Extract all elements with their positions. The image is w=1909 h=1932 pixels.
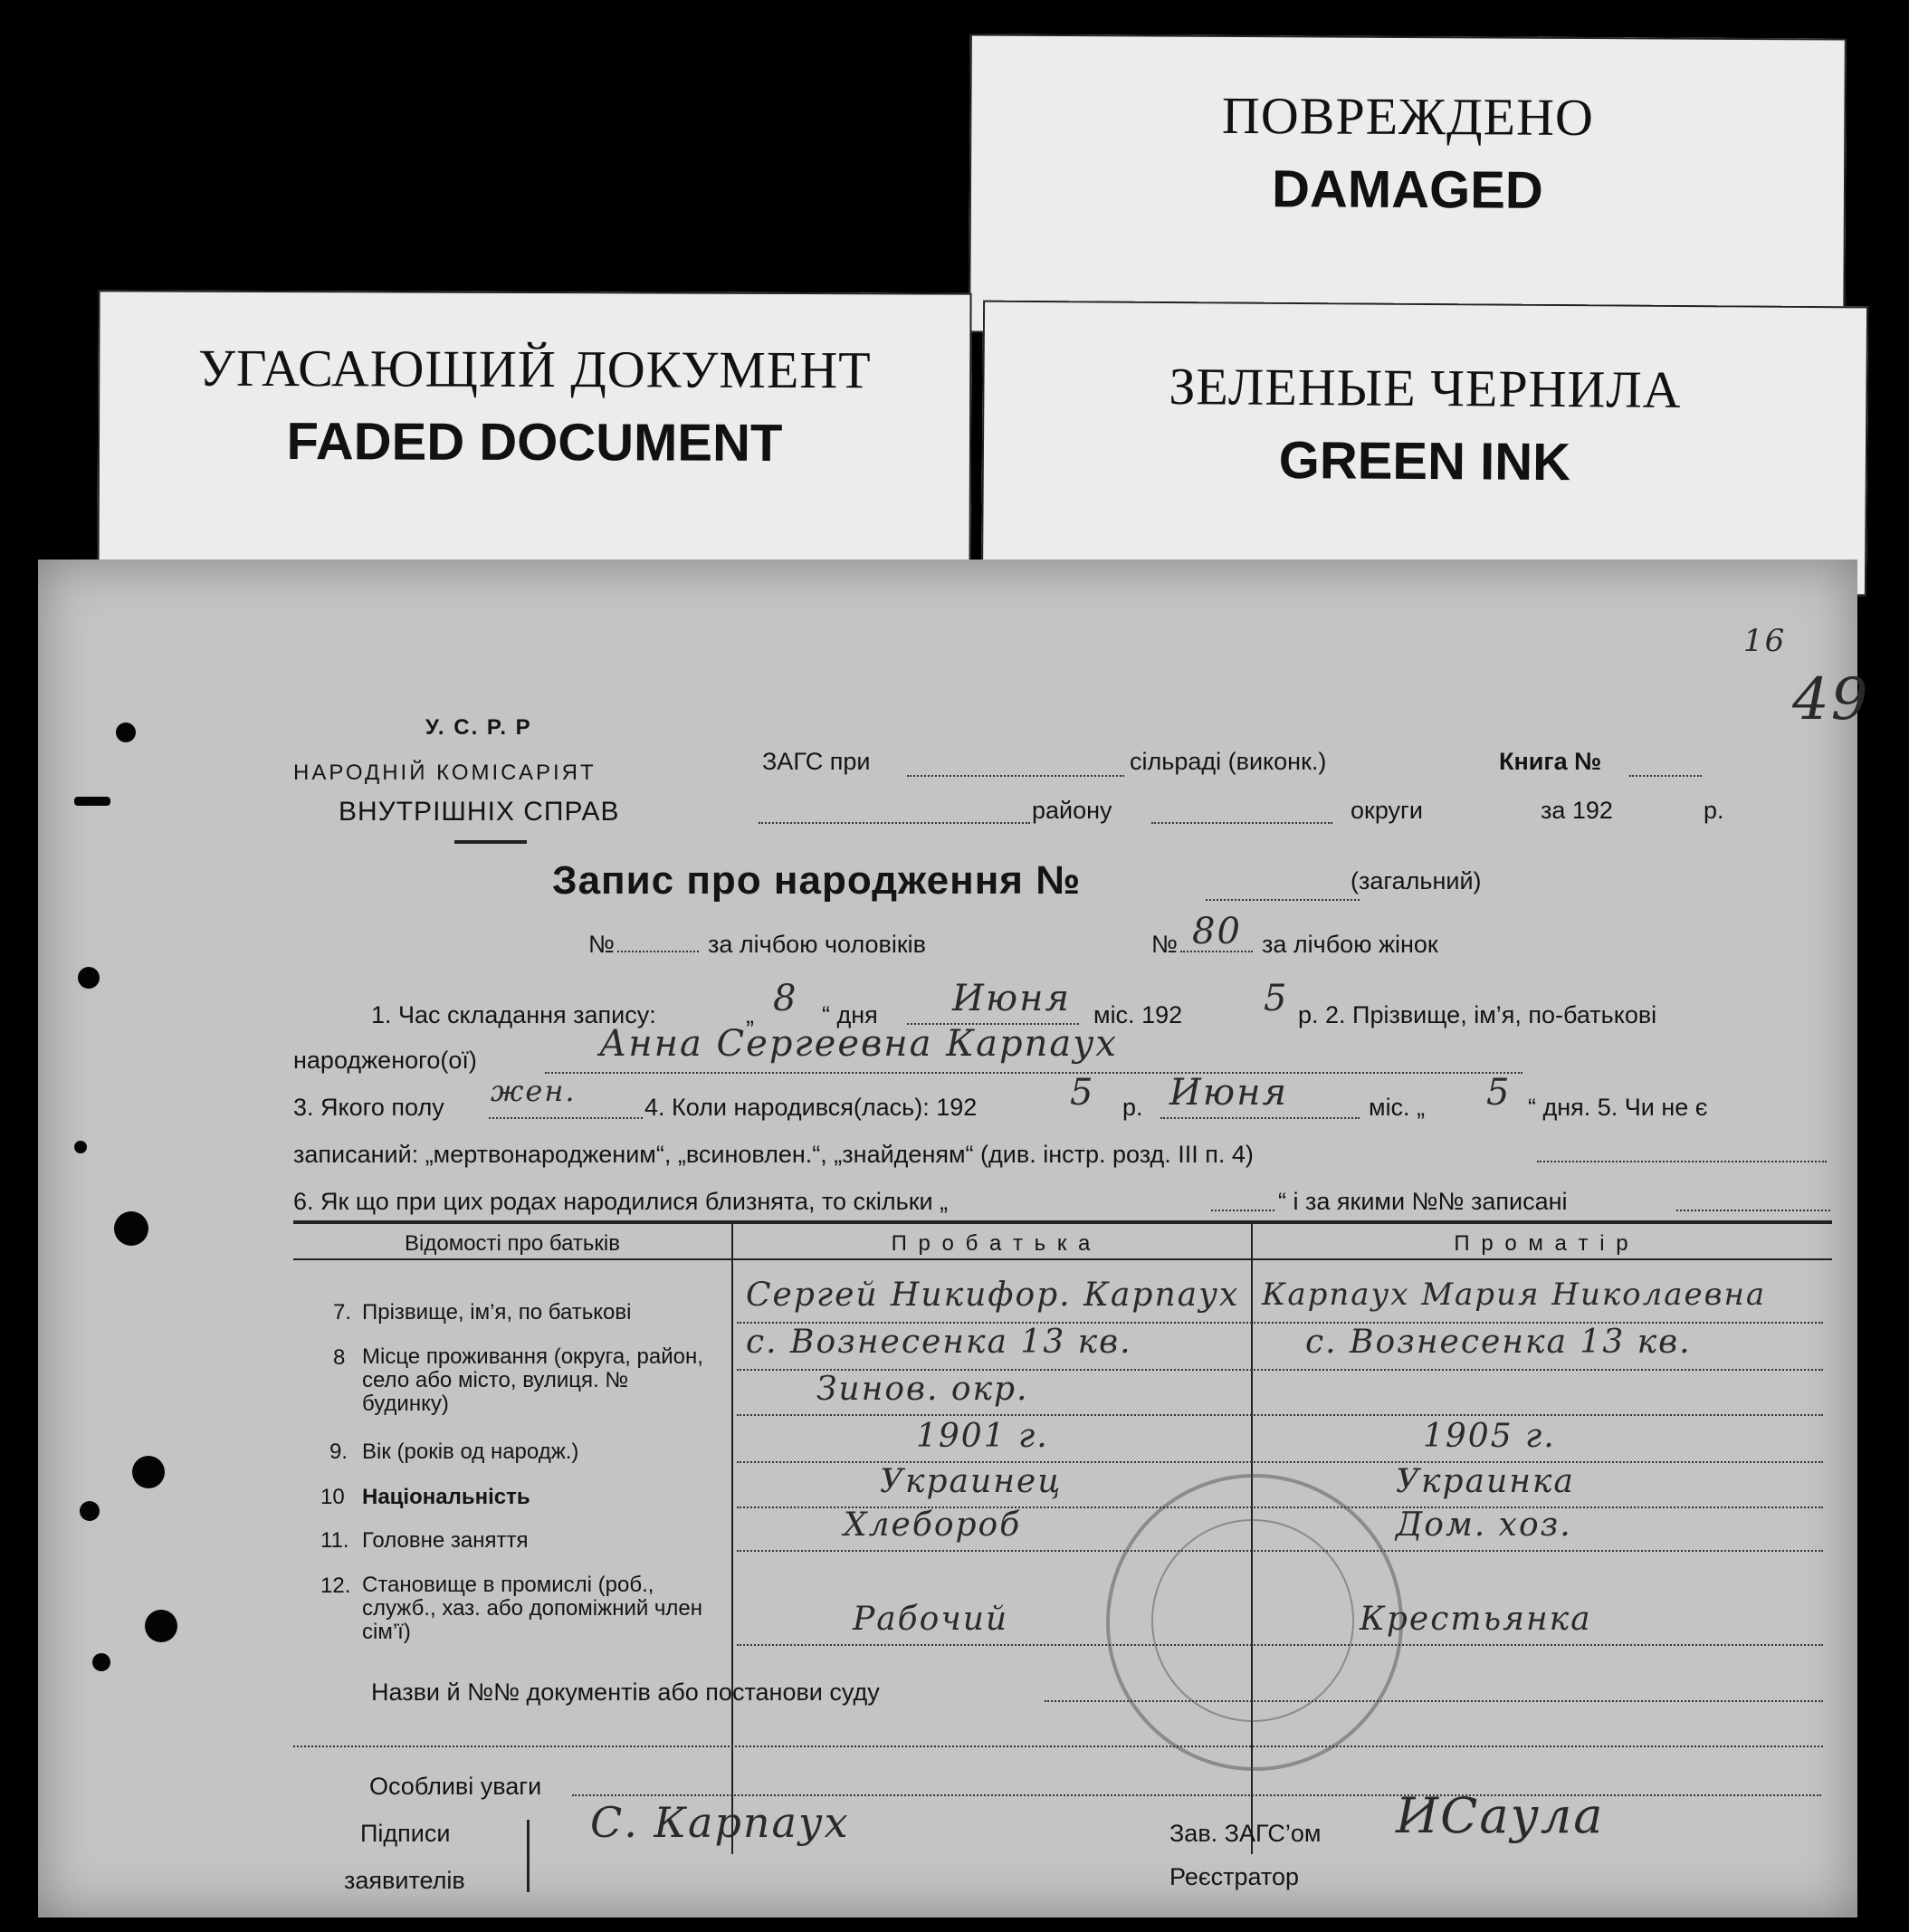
field-4-label: 4. Коли народився(лась): 192 [644, 1094, 978, 1121]
faded-en-text: FADED DOCUMENT [286, 412, 783, 473]
twins-numbers-line [1676, 1210, 1830, 1211]
record-month-handwritten: Июня [952, 978, 1071, 1019]
zags-label: ЗАГС при [762, 748, 871, 775]
father-nationality-handwritten: Украинец [880, 1463, 1063, 1500]
punch-hole [74, 1141, 87, 1153]
men-number-line [617, 951, 699, 952]
child-name-line [545, 1072, 1522, 1074]
field-3-label: 3. Якого полу [293, 1094, 444, 1121]
punch-hole [114, 1211, 148, 1246]
general-label: (загальний) [1351, 867, 1482, 894]
field-1-day-label: “ дня [822, 1001, 878, 1028]
row-7-label: Прізвище, ім’я, по батькові [362, 1300, 632, 1325]
green-ink-label-card [981, 301, 1868, 597]
punch-hole [116, 722, 136, 742]
page-number-large: 49 [1792, 666, 1870, 733]
punch-hole [145, 1610, 177, 1642]
damaged-en-text: DAMAGED [1271, 159, 1543, 220]
punch-hole [74, 797, 110, 806]
documents-line-2 [293, 1745, 1823, 1747]
row-11-label: Головне заняття [362, 1528, 529, 1553]
row-10-num: 10 [320, 1485, 345, 1509]
applicants-label: заявителів [344, 1867, 465, 1894]
row-9-num: 9. [329, 1439, 348, 1464]
row-8-label: Місце проживання (округа, район, село або місто, вулиця. № будинку) [362, 1344, 703, 1416]
row-8-line-a [737, 1369, 1823, 1371]
signatures-bracket [527, 1820, 530, 1892]
field-6-label: 6. Як що при цих родах народилися близнята, то скільки „ [293, 1188, 949, 1215]
field-2-label: р. 2. Прізвище, ім’я, по-батькові [1298, 1001, 1657, 1028]
book-line [1629, 775, 1702, 777]
women-number-symbol: № [1151, 931, 1178, 958]
row-8-line-b [737, 1414, 1823, 1416]
registrar-label: Реєстратор [1169, 1863, 1300, 1890]
signatures-label: Підписи [360, 1820, 451, 1847]
village-council-label: сільраді (виконк.) [1130, 748, 1327, 775]
father-age-handwritten: 1901 г. [916, 1418, 1049, 1455]
documents-label: Назви й №№ документів або постанови суду [371, 1679, 880, 1706]
field-5-label: “ дня. 5. Чи не є [1528, 1094, 1708, 1121]
women-number-line [1180, 951, 1253, 952]
father-place-line2-handwritten: Зинов. окр. [816, 1371, 1029, 1408]
twins-count-line [1211, 1210, 1274, 1211]
zags-head-signature: ИСаула [1396, 1787, 1605, 1844]
row-7-num: 7. [333, 1300, 352, 1325]
field-1-month-label: міс. 192 [1093, 1001, 1183, 1028]
commissariat-heading: НАРОДНІЙ КОМІСАРІЯТ [293, 760, 597, 785]
table-col-info: Відомості про батьків [405, 1231, 620, 1256]
row-10-label: Національність [362, 1485, 530, 1509]
birth-day-handwritten: 5 [1486, 1072, 1512, 1114]
field-5-line [1537, 1161, 1827, 1162]
record-title: Запис про народження № [552, 858, 1082, 903]
row-8-num: 8 [333, 1345, 346, 1370]
ussr-heading: У. С. Р. Р [425, 715, 532, 740]
field-4-month-label: міс. „ [1369, 1094, 1426, 1121]
header-rule [454, 840, 527, 844]
zags-head-label: Зав. ЗАГС’ом [1169, 1820, 1322, 1847]
documents-line [1045, 1700, 1823, 1702]
table-col-father: П р о б а т ь к а [891, 1231, 1093, 1256]
field-1-quote-open: „ [746, 1001, 754, 1028]
men-count-label: за лічбою чоловіків [708, 931, 927, 958]
child-name-label: народженого(ої) [293, 1047, 477, 1074]
official-stamp-inner [1151, 1519, 1354, 1722]
record-day-handwritten: 8 [773, 978, 798, 1019]
faded-label-card [97, 290, 971, 591]
punch-hole [132, 1456, 165, 1488]
women-count-label: за лічбою жінок [1262, 931, 1438, 958]
women-number-handwritten: 80 [1192, 911, 1242, 952]
table-header-rule [293, 1258, 1832, 1260]
child-name-handwritten: Анна Сергеевна Карпаух [599, 1023, 1118, 1065]
year-label: за 192 [1541, 797, 1613, 824]
faded-ru-text: УГАСАЮЩИЙ ДОКУМЕНТ [197, 338, 872, 400]
birth-month-line [1160, 1117, 1360, 1119]
punch-hole [92, 1653, 110, 1671]
okrug-label: округи [1351, 797, 1423, 824]
birth-month-handwritten: Июня [1169, 1072, 1288, 1114]
mother-name-handwritten: Карпаух Мария Николаевна [1262, 1277, 1767, 1313]
table-col-mother: П р о м а т і р [1454, 1231, 1631, 1256]
table-top-rule [293, 1220, 1832, 1224]
field-1-label: 1. Час складання запису: [371, 1001, 656, 1028]
father-occupation-handwritten: Хлебороб [844, 1506, 1022, 1544]
men-number-symbol: № [588, 931, 615, 958]
village-line [907, 775, 1124, 777]
mother-occupation-handwritten: Дом. хоз. [1396, 1506, 1572, 1544]
year-suffix: р. [1704, 797, 1724, 824]
field-6-label-tail: “ і за якими №№ записані [1278, 1188, 1568, 1215]
mother-status-handwritten: Крестьянка [1360, 1601, 1592, 1638]
damaged-ru-text: ПОВРЕЖДЕНО [1221, 85, 1595, 148]
internal-affairs-heading: ВНУТРІШНІХ СПРАВ [339, 797, 620, 827]
book-label: Книга № [1499, 748, 1602, 775]
punch-hole [78, 967, 100, 989]
district-line [759, 822, 1030, 824]
sex-line [489, 1117, 643, 1119]
notes-line [572, 1794, 1821, 1796]
record-year-handwritten: 5 [1264, 978, 1289, 1019]
field-4-year-suffix: р. [1122, 1094, 1143, 1121]
father-name-handwritten: Сергей Никифор. Карпаух [746, 1277, 1240, 1314]
green-ru-text: ЗЕЛЕНЫЕ ЧЕРНИЛА [1169, 357, 1682, 419]
punch-hole [80, 1501, 100, 1521]
table-divider-1 [731, 1220, 733, 1854]
row-12-label: Становище в промислі (роб., служб., хаз. або допоміжний член сім’ї) [362, 1573, 703, 1644]
applicant-signature: С. Карпаух [590, 1798, 850, 1847]
field-5-options: записаний: „мертвонародженим“, „всиновлен.“, „знайденям“ (див. інстр. розд. III п. 4) [293, 1141, 1254, 1168]
page-number-small: 16 [1743, 623, 1787, 659]
row-9-label: Вік (років од народж.) [362, 1439, 579, 1464]
father-status-handwritten: Рабочий [853, 1601, 1009, 1638]
father-place-handwritten: с. Вознесенка 13 кв. [746, 1324, 1132, 1361]
birth-year-handwritten: 5 [1070, 1072, 1095, 1114]
district-label: району [1032, 797, 1112, 824]
sex-handwritten: жен. [491, 1074, 577, 1108]
row-12-num: 12. [320, 1573, 351, 1598]
okrug-line [1151, 822, 1332, 824]
row-11-num: 11. [320, 1528, 349, 1553]
mother-nationality-handwritten: Украинка [1396, 1463, 1575, 1500]
notes-label: Особливі уваги [369, 1773, 542, 1800]
mother-place-handwritten: с. Вознесенка 13 кв. [1305, 1324, 1692, 1361]
record-number-line [1206, 899, 1360, 901]
birth-record-form [38, 560, 1870, 1918]
green-en-text: GREEN INK [1278, 430, 1571, 493]
mother-age-handwritten: 1905 г. [1423, 1418, 1556, 1455]
damaged-label-card [969, 33, 1847, 337]
